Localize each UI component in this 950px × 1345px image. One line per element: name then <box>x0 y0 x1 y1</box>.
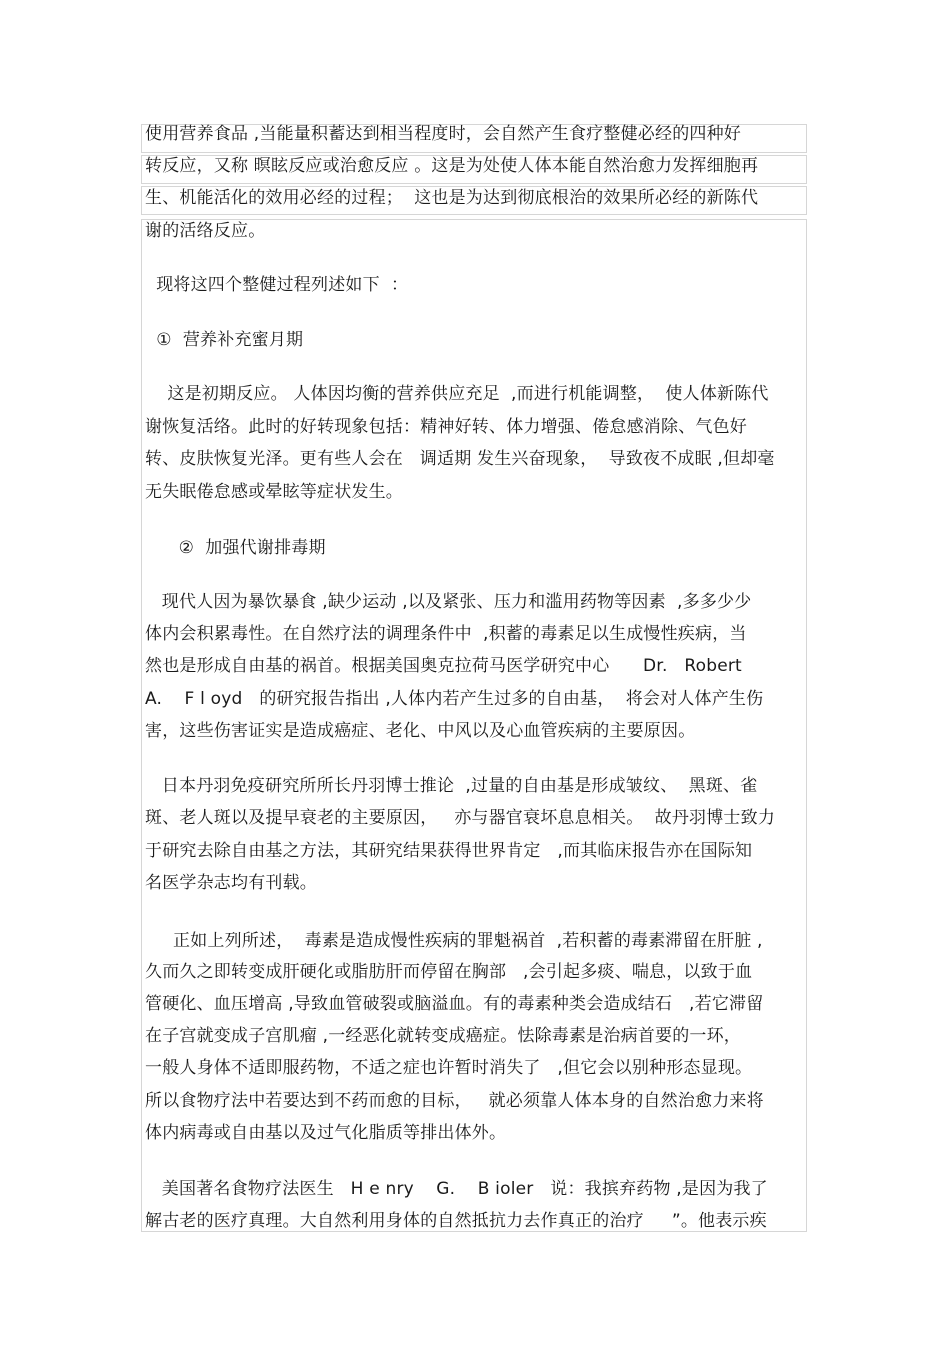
text-line: 管硬化、血压增高 ,导致血管破裂或脑溢血。有的毒素种类会造成结石 ,若它滞留 <box>145 994 764 1014</box>
text-line: 于研究去除自由基之方法，其研究结果获得世界肯定 ,而其临床报告亦在国际知 <box>145 841 753 861</box>
text-line: 使用营养食品 ,当能量积蓄达到相当程度时，会自然产生食疗整健必经的四种好 <box>145 124 742 144</box>
text-line: 无失眠倦怠感或晕眩等症状发生。 <box>145 482 403 502</box>
text-line: 名医学杂志均有刊载。 <box>145 873 317 893</box>
section-heading: ② 加强代谢排毒期 <box>145 538 326 558</box>
text-line: 美国著名食物疗法医生 H e nry G. B ioler 说：我摈弃药物 ,是因为我了 <box>145 1179 768 1199</box>
text-line: 体内会积累毒性。在自然疗法的调理条件中 ,积蓄的毒素足以生成慢性疾病，当 <box>145 624 747 644</box>
text-line: 斑、老人斑以及提早衰老的主要原因， 亦与器官衰坏息息相关。 故丹羽博士致力 <box>145 808 776 828</box>
text-line: 转反应，又称 暝眩反应或治愈反应 。这是为处使人体本能自然治愈力发挥细胞再 <box>145 156 759 176</box>
text-line: 解古老的医疗真理。大自然利用身体的自然抵抗力去作真正的治疗 ”。他表示疾 <box>145 1211 767 1231</box>
text-line: 生、机能活化的效用必经的过程； 这也是为达到彻底根治的效果所必经的新陈代 <box>145 188 759 208</box>
text-line: 正如上列所述， 毒素是造成慢性疾病的罪魁祸首 ,若积蓄的毒素滞留在肝脏 , <box>145 931 763 951</box>
text-line: 然也是形成自由基的祸首。根据美国奥克拉荷马医学研究中心 Dr. Robert <box>145 656 742 676</box>
text-line: 日本丹羽免疫研究所所长丹羽博士推论 ,过量的自由基是形成皱纹、 黑斑、雀 <box>145 776 758 796</box>
text-line: 谢的活络反应。 <box>145 221 266 241</box>
text-line: 所以食物疗法中若要达到不药而愈的目标， 就必须靠人体本身的自然治愈力来将 <box>145 1091 764 1111</box>
text-line: 害，这些伤害证实是造成癌症、老化、中风以及心血管疾病的主要原因。 <box>145 721 696 741</box>
text-line: 这是初期反应。 人体因均衡的营养供应充足 ,而进行机能调整， 使人体新陈代 <box>145 384 769 404</box>
text-line: 一般人身体不适即服药物，不适之症也许暂时消失了 ,但它会以别种形态显现。 <box>145 1058 753 1078</box>
text-line: 体内病毒或自由基以及过气化脂质等排出体外。 <box>145 1123 507 1143</box>
text-line: 现代人因为暴饮暴食 ,缺少运动 ,以及紧张、压力和滥用药物等因素 ,多多少少 <box>145 592 752 612</box>
text-line: 久而久之即转变成肝硬化或脂肪肝而停留在胸部 ,会引起多痰、喘息，以致于血 <box>145 962 753 982</box>
text-line: 谢恢复活络。此时的好转现象包括：精神好转、体力增强、倦怠感消除、气色好 <box>145 417 747 437</box>
text-line: 现将这四个整健过程列述如下 ： <box>145 275 409 295</box>
text-line: 在子宫就变成子宫肌瘤 ,一经恶化就转变成癌症。怯除毒素是治病首要的一环， <box>145 1026 742 1046</box>
text-line: 转、皮肤恢复光泽。更有些人会在 调适期 发生兴奋现象， 导致夜不成眠 ,但却毫 <box>145 449 775 469</box>
text-line: A. F l oyd 的研究报告指出 ,人体内若产生过多的自由基， 将会对人体产生伤 <box>145 689 764 709</box>
section-heading: ① 营养补充蜜月期 <box>145 330 304 350</box>
